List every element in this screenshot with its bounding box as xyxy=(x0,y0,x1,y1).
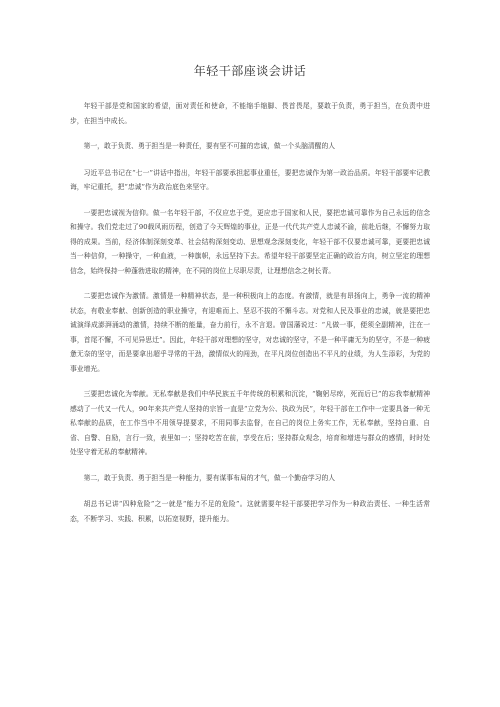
body-paragraph: 三要把忠诚化为奉献。无私奉献是我们中华民族五千年传统的积累和沉淀，“鞠躬尽瘁，死而后已”的忘我奉献精神感动了一代又一代人，90年来共产党人坚持的宗旨一直是“立党为公、执政为民”，年轻干部在工作中一定要具备一种无私奉献的品质，在工作当中不用领导提要求，不用同事去监督，在自己的岗位上务实工作，无私奉献，坚持自重、自省、自警、自励，言行一致，表里如一；坚持吃苦在前，享受在后；坚持群众观念，培育和增进与群众的感情，时时处处坚守着无私的奉献精神。 xyxy=(70,390,430,456)
body-paragraph: 胡总书记讲“四种危险”之一就是“能力不足的危险”。这就需要年轻干部要把学习作为一种政治责任、一种生活常态，不断学习、实践、积累，以拓宽视野，提升能力。 xyxy=(70,500,430,523)
document-title: 年轻干部座谈会讲话 xyxy=(193,64,307,78)
body-paragraph: 一要把忠诚视为信仰。做一名年轻干部，不仅应忠于党，更应忠于国家和人民，要把忠诚可靠作为自己永远的信念和操守。我们党走过了90载风雨历程，创造了今天辉煌的事业，正是一代代共产党人忠诚不渝，前赴后继，不懈努力取得的成果。当前，经济体制深刻变革、社会结构深刻变动、思想观念深刻变化，年轻干部不仅要忠诚可靠，更要把忠诚当一种信仰，一种操守，一种血液，一种旗帜，永远坚持下去。希望年轻干部要坚定正确的政治方向，树立坚定的理想信念，始终保持一种蓬勃进取的精神，在不同的岗位上尽职尽责，让理想信念之树长青。 xyxy=(70,208,430,275)
section-heading-1: 第一，敢于负责、勇于担当是一种责任，要有坚不可摧的忠诚，做一个头脑清醒的人 xyxy=(83,142,336,150)
intro-paragraph: 年轻干部是党和国家的希望，面对责任和使命，不能缩手缩脚、畏首畏尾，要敢于负责，勇于担当，在负责中进步，在担当中成长。 xyxy=(70,102,430,125)
body-paragraph: 习近平总书记在“七一”讲话中指出，年轻干部要承担起事业重任，要把忠诚作为第一政治品质。年轻干部要牢记教诲，牢记重托，把“忠诚”作为政治底色来坚守。 xyxy=(70,168,430,191)
body-paragraph: 二要把忠诚作为激情。激情是一种精神状态，是一种积极向上的态度。有激情，就是有昂扬向上，勇争一流的精神状态，有敬业奉献、创新创造的职业操守，有迎难而上、坚忍不拔的不懈斗志。对党和人民及事业的忠诚，就是要把忠诚演绎成澎湃涌动的激情，持续不断的能量，奋力前行，永不言退。曾国藩说过：“凡做一事，便须全副精神，注在一事，首尾不懈，不可见异思迁”。因此，年轻干部对理想的坚守，对忠诚的坚守，不是一种平庸无为的坚守，不是一种疲惫无奈的坚守，而是要拿出超乎寻常的干劲，激情似火的闯劲，在平凡岗位创造出不平凡的业绩，为人生添彩，为党的事业增光。 xyxy=(70,292,430,373)
section-heading-2: 第二，敢于负责、勇于担当是一种能力，要有谋事布局的才气，做一个勤奋学习的人 xyxy=(83,473,336,482)
